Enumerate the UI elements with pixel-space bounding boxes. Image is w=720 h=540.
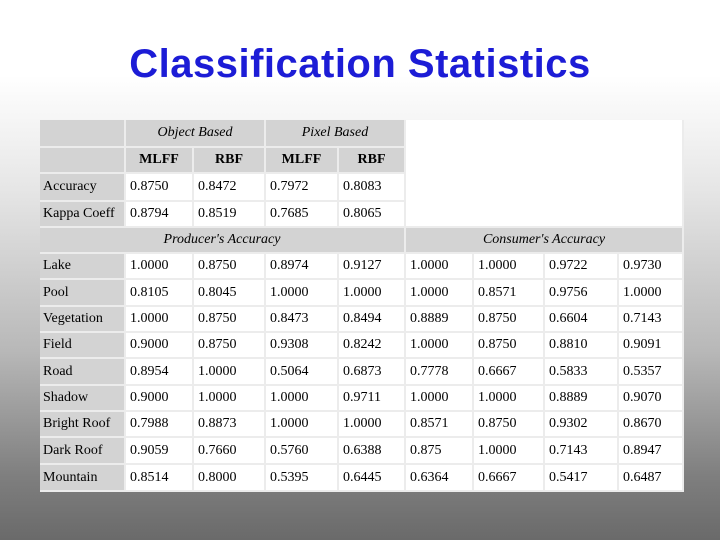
producer-value-cell: 1.0000 — [126, 254, 194, 280]
header-mlff: MLFF — [126, 148, 194, 174]
producer-value-cell: 0.9000 — [126, 386, 194, 412]
consumer-value-cell: 0.8571 — [406, 412, 474, 438]
value-cell: 0.7685 — [266, 202, 339, 228]
producer-value-cell: 0.6388 — [339, 438, 406, 465]
corner-cell — [40, 120, 126, 148]
row-label: Mountain — [40, 465, 126, 492]
consumer-value-cell: 0.8571 — [474, 280, 545, 307]
consumer-value-cell: 1.0000 — [406, 386, 474, 412]
producer-value-cell: 1.0000 — [194, 359, 266, 386]
producer-value-cell: 0.8105 — [126, 280, 194, 307]
consumer-value-cell: 0.6487 — [619, 465, 684, 492]
header-pixel-based: Pixel Based — [266, 120, 406, 148]
producer-value-cell: 0.6445 — [339, 465, 406, 492]
consumer-value-cell: 0.8750 — [474, 333, 545, 359]
consumer-value-cell: 1.0000 — [474, 386, 545, 412]
producer-value-cell: 0.9308 — [266, 333, 339, 359]
producer-value-cell: 1.0000 — [266, 386, 339, 412]
producer-value-cell: 0.7988 — [126, 412, 194, 438]
row-label: Lake — [40, 254, 126, 280]
consumer-value-cell: 0.9756 — [545, 280, 619, 307]
row-label: Kappa Coeff — [40, 202, 126, 228]
producer-value-cell: 0.9000 — [126, 333, 194, 359]
consumer-value-cell: 0.9302 — [545, 412, 619, 438]
producer-value-cell: 1.0000 — [266, 412, 339, 438]
row-label: Pool — [40, 280, 126, 307]
consumer-value-cell: 0.8889 — [406, 307, 474, 333]
producer-value-cell: 0.8473 — [266, 307, 339, 333]
row-label: Shadow — [40, 386, 126, 412]
consumer-value-cell: 0.6364 — [406, 465, 474, 492]
producer-value-cell: 1.0000 — [339, 280, 406, 307]
consumer-value-cell: 0.5357 — [619, 359, 684, 386]
blank-area — [406, 120, 684, 228]
row-label: Dark Roof — [40, 438, 126, 465]
corner-cell — [40, 148, 126, 174]
header-consumers-accuracy: Consumer's Accuracy — [406, 228, 684, 254]
consumer-value-cell: 1.0000 — [406, 333, 474, 359]
row-label: Bright Roof — [40, 412, 126, 438]
value-cell: 0.8065 — [339, 202, 406, 228]
producer-value-cell: 0.8750 — [194, 307, 266, 333]
consumer-value-cell: 0.8750 — [474, 412, 545, 438]
value-cell: 0.8083 — [339, 174, 406, 202]
producer-value-cell: 1.0000 — [194, 386, 266, 412]
producer-value-cell: 0.7660 — [194, 438, 266, 465]
consumer-value-cell: 0.8750 — [474, 307, 545, 333]
slide-title: Classification Statistics — [129, 42, 591, 86]
producer-value-cell: 0.8045 — [194, 280, 266, 307]
consumer-value-cell: 0.8889 — [545, 386, 619, 412]
consumer-value-cell: 0.7143 — [545, 438, 619, 465]
row-label: Field — [40, 333, 126, 359]
header-rbf: RBF — [194, 148, 266, 174]
consumer-value-cell: 0.9722 — [545, 254, 619, 280]
consumer-value-cell: 1.0000 — [406, 254, 474, 280]
consumer-value-cell: 0.7143 — [619, 307, 684, 333]
consumer-value-cell: 0.9730 — [619, 254, 684, 280]
producer-value-cell: 0.8954 — [126, 359, 194, 386]
consumer-value-cell: 0.8810 — [545, 333, 619, 359]
value-cell: 0.8794 — [126, 202, 194, 228]
consumer-value-cell: 1.0000 — [619, 280, 684, 307]
consumer-value-cell: 1.0000 — [474, 254, 545, 280]
header-producers-accuracy: Producer's Accuracy — [40, 228, 406, 254]
consumer-value-cell: 1.0000 — [406, 280, 474, 307]
value-cell: 0.8750 — [126, 174, 194, 202]
producer-value-cell: 1.0000 — [339, 412, 406, 438]
consumer-value-cell: 0.8947 — [619, 438, 684, 465]
consumer-value-cell: 0.5417 — [545, 465, 619, 492]
consumer-value-cell: 0.6667 — [474, 359, 545, 386]
producer-value-cell: 1.0000 — [266, 280, 339, 307]
header-object-based: Object Based — [126, 120, 266, 148]
producer-value-cell: 0.9127 — [339, 254, 406, 280]
value-cell: 0.8472 — [194, 174, 266, 202]
consumer-value-cell: 0.8670 — [619, 412, 684, 438]
consumer-value-cell: 0.7778 — [406, 359, 474, 386]
header-rbf: RBF — [339, 148, 406, 174]
producer-value-cell: 0.8750 — [194, 254, 266, 280]
producer-value-cell: 0.8974 — [266, 254, 339, 280]
header-mlff: MLFF — [266, 148, 339, 174]
consumer-value-cell: 0.875 — [406, 438, 474, 465]
producer-value-cell: 0.5760 — [266, 438, 339, 465]
consumer-value-cell: 0.5833 — [545, 359, 619, 386]
value-cell: 0.8519 — [194, 202, 266, 228]
producer-value-cell: 0.6873 — [339, 359, 406, 386]
producer-value-cell: 0.8514 — [126, 465, 194, 492]
classification-statistics-table — [40, 120, 684, 492]
producer-value-cell: 0.9059 — [126, 438, 194, 465]
row-label: Accuracy — [40, 174, 126, 202]
consumer-value-cell: 0.6667 — [474, 465, 545, 492]
producer-value-cell: 0.8494 — [339, 307, 406, 333]
producer-value-cell: 1.0000 — [126, 307, 194, 333]
producer-value-cell: 0.8242 — [339, 333, 406, 359]
consumer-value-cell: 0.9070 — [619, 386, 684, 412]
consumer-value-cell: 0.6604 — [545, 307, 619, 333]
producer-value-cell: 0.8873 — [194, 412, 266, 438]
consumer-value-cell: 0.9091 — [619, 333, 684, 359]
producer-value-cell: 0.8000 — [194, 465, 266, 492]
producer-value-cell: 0.8750 — [194, 333, 266, 359]
producer-value-cell: 0.5395 — [266, 465, 339, 492]
row-label: Road — [40, 359, 126, 386]
value-cell: 0.7972 — [266, 174, 339, 202]
row-label: Vegetation — [40, 307, 126, 333]
consumer-value-cell: 1.0000 — [474, 438, 545, 465]
producer-value-cell: 0.5064 — [266, 359, 339, 386]
producer-value-cell: 0.9711 — [339, 386, 406, 412]
